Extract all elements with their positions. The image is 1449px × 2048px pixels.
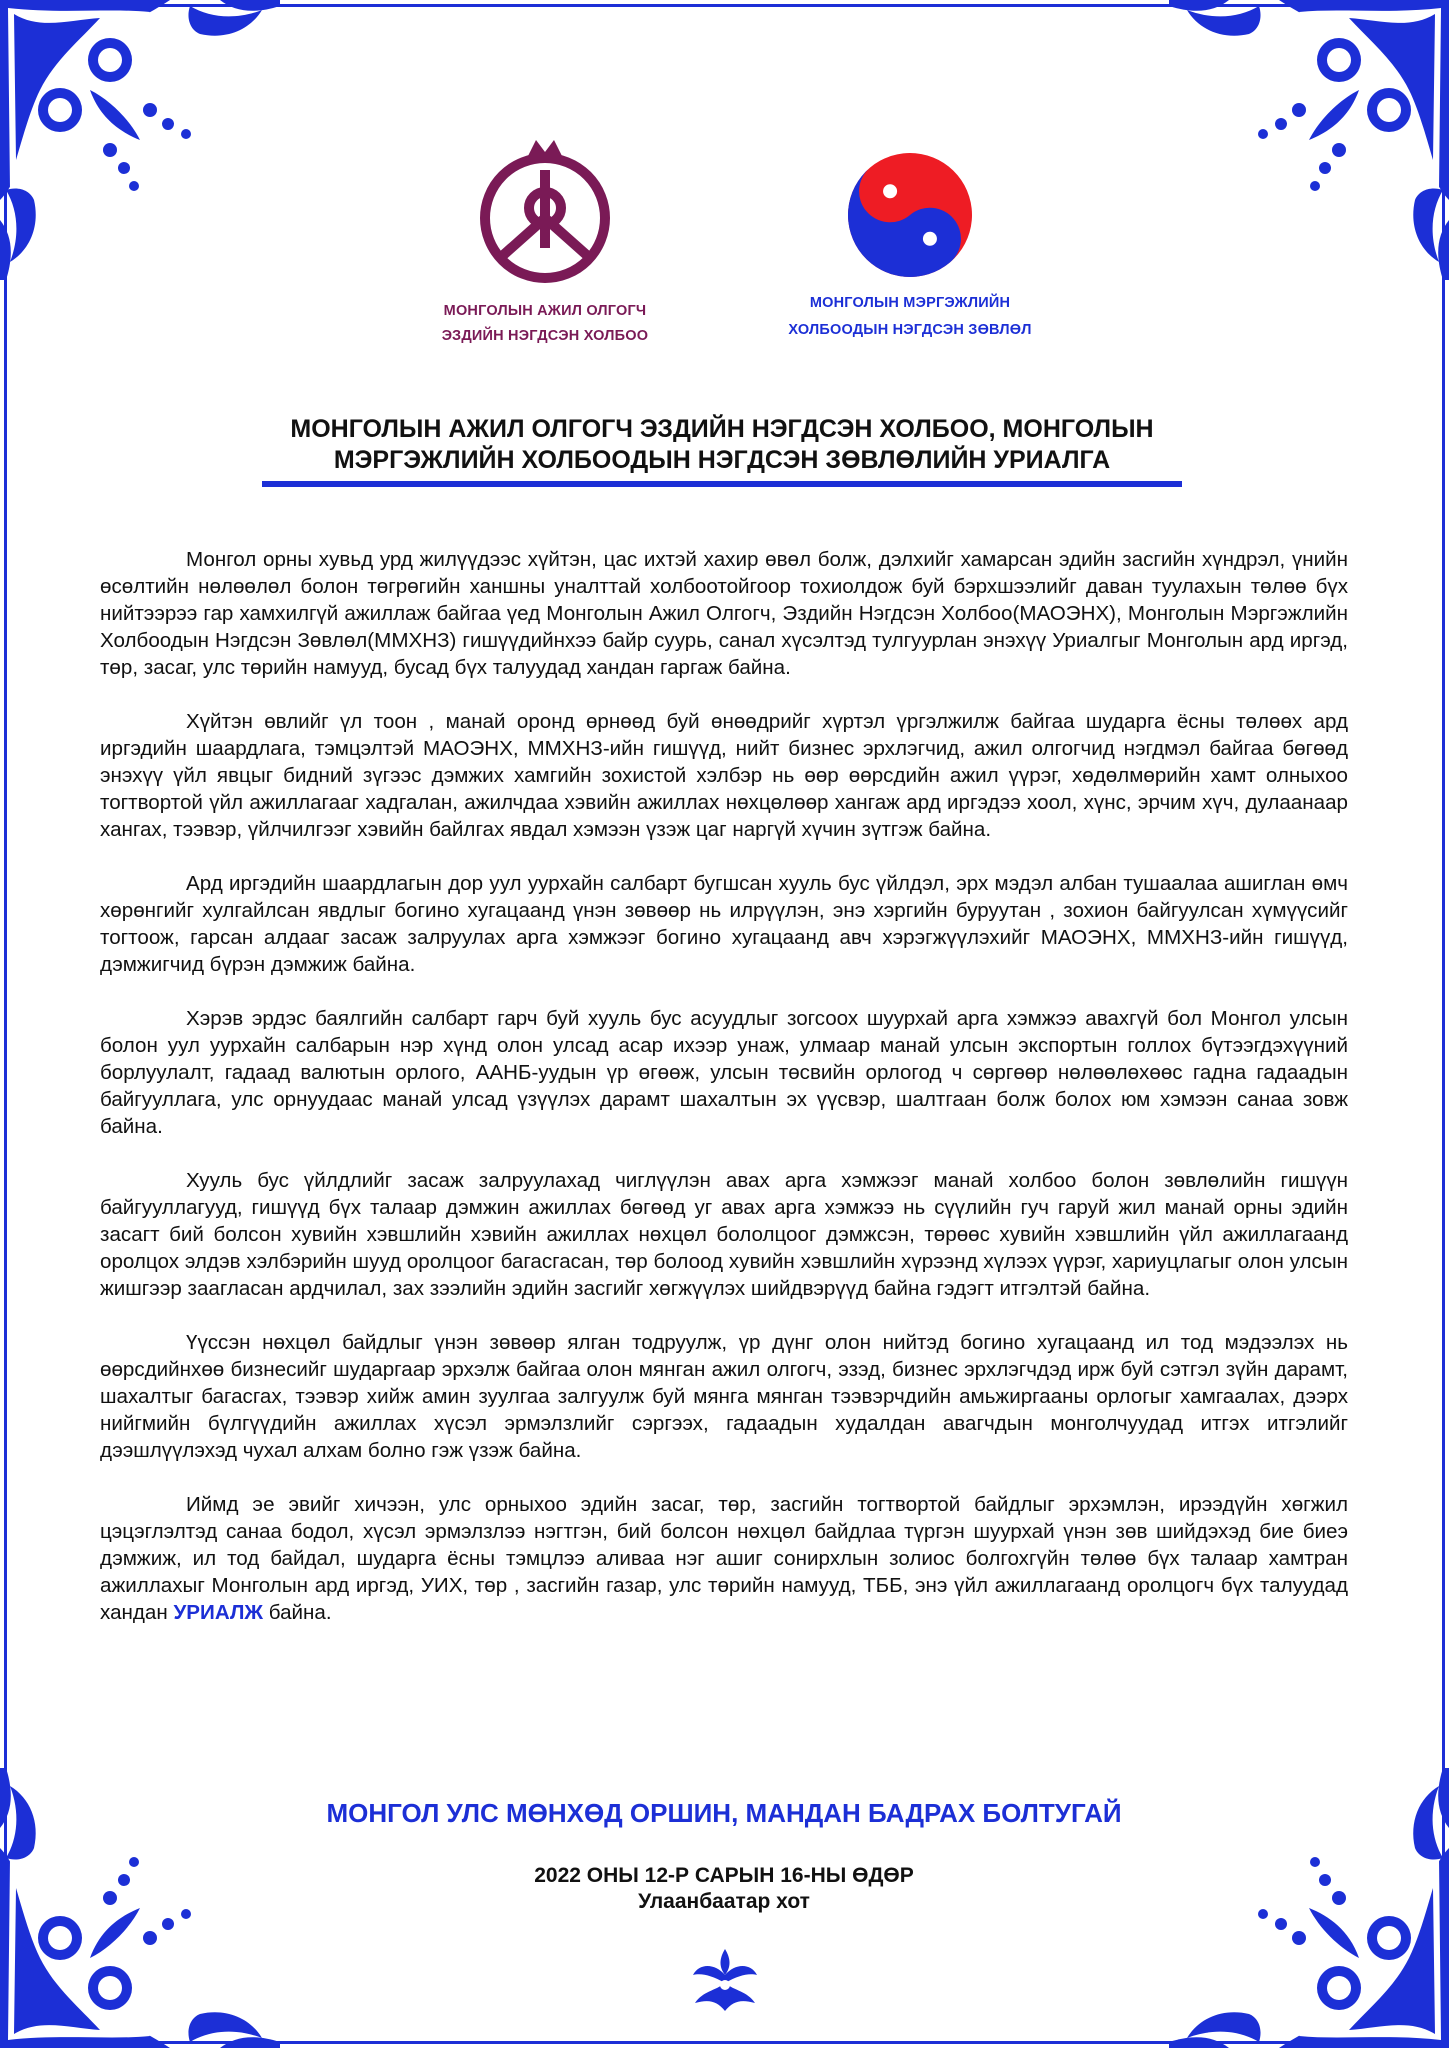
- ornament-corner-icon: [1149, 0, 1449, 300]
- paragraph-1: Монгол орны хувьд урд жилүүдээс хүйтэн, цас ихтэй хахир өвөл болж, дэлхийг хамарсан эдийн засгийн хүндрэл, үнийн өсөлтийн нөлөөлөл болон төгрөгийн ханшны уналттай холбоотойгоор тохиолдож буй бэрхшээлийг даван туулахын төлөө бүх нийтээрээ гар хамхилгүй ажиллаж байгаа үед Монголын Ажил Олгогч, Эздийн Нэгдсэн Холбоо(МАОЭНХ), Монголын Мэргэжлийн Холбоодын Нэгдсэн Зөвлөл(ММХНЗ) гишүүдийнхээ байр суурь, санал хүсэлтэд тулгуурлан энэхүү Уриалгыг Монголын ард иргэд, төр, засаг, улс төрийн намууд, бусад бүх талуудад хандан гаргаж байна.: [100, 548, 1348, 679]
- yin-yang-icon: [840, 150, 980, 280]
- paragraph-7: [100, 1491, 1348, 1626]
- paragraph-7-text: Иймд эе эвийг хичээн, улс орныхоо эдийн засаг, төр, засгийн тогтвортой байдлыг эрхэмлэн, ирээдүйн хөгжил цэцэглэлтэд санаа бодол, хүсэл эрмэлзлээ нэгтгэн, бий болсон нөхцөл байдлаа түргэн шуурхай үнэн зөв шийдэхэд бие биеэ дэмжиж, ил тод байдал, шударга ёсны тэмцлээ аливаа нэг ашиг сонирхлын золиос болгохгүйн төлөө бүх талаар хамтран ажиллахыг Монголын ард иргэд, УИХ, төр , засгийн газар, улс төрийн намууд, ТББ, энэ үйл ажиллагаанд оролцогч бүх талуудад хандан: [100, 1493, 1348, 1624]
- national-slogan: МОНГОЛ УЛС МӨНХӨД ОРШИН, МАНДАН БАДРАХ БОЛТУГАЙ: [326, 1798, 1122, 1828]
- employers-federation-emblem-icon: [470, 130, 620, 290]
- paragraph-6: Үүссэн нөхцөл байдлыг үнэн зөвөөр ялган тодруулж, үр дүнг олон нийтэд богино хугацаанд ил тод мэдээлэх нь өөрсдийнхөө бизнесийг шударгаар эрхэлж байгаа олон мянган ажил олгогч, эзэд, бизнес эрхлэгчдэд ирж буй сэтгэл зүйн дарамт, шахалтыг багасгах, тээвэр хийж амин зуулгаа залгуулж буй мянга мянган тээвэрчдийн амьжиргааны орлогыг хамгаалах, дээрх нийгмийн бүлгүүдийн ажиллах хүсэл эрмэлзлийг сэргээх, гадаадын худалдан авагчдын монголчуудад итгэх итгэлийг дээшлүүлэхэд чухал алхам болно гэж үзэж байна.: [100, 1331, 1348, 1462]
- document-title: [262, 414, 1182, 476]
- paragraph-5: Хууль бус үйлдлийг засаж залруулахад чиглүүлэн авах арга хэмжээг манай холбоо болон зөвлөлийн гишүүн байгууллагууд, гишүүд бүх талаар дэмжин ажиллах бөгөөд уг авах арга хэмжээ нь сүүлийн гуч гаруй жил манай орны эдийн засагт бий болсон хувийн хэвшлийн хэвийн ажиллах нөхцөл бололцоог дэмжсэн, төрөөс хувийн хэвшлийн үйл ажиллагаанд оролцох элдэв хэлбэрийн шууд оролцоог багасгасан, төр болоод хувийн хэвшлийн хүрээнд хүлээх үүрэг, хариуцлагыг олон улсын жишгээр заагласан ардчилал, зах зээлийн эдийн засгийг хөгжүүлэх шийдвэрүүд байна гэдэгт итгэлтэй байна.: [100, 1169, 1348, 1300]
- paragraph-4: Хэрэв эрдэс баялгийн салбарт гарч буй хууль бус асуудлыг зогсоох шуурхай арга хэмжээ авахгүй бол Монгол улсын болон уул уурхайн салбарын нэр хүнд олон улсад асар ихээр унаж, улмаар манай улсын экспортын голлох бүтээгдэхүүний борлуулалт, гадаад валютын орлого, ААНБ-уудын үр өгөөж, улсын төсвийн орлогод ч сөргөөр нөлөөлөхөөс гадна гадаадын байгууллага, улс орнуудаас манай улсад үзүүлэх дарамт шахалтын эх үүсвэр, шалтгаан болж болох юм хэмээн санаа зовж байна.: [100, 1007, 1348, 1138]
- professional-council-name-line1: МОНГОЛЫН МЭРГЭЖЛИЙН: [809, 295, 1011, 311]
- document-place: Улаанбаатар хот: [638, 1890, 810, 1913]
- employers-federation-name-line2: ЭЗДИЙН НЭГДСЭН ХОЛБОО: [441, 328, 649, 344]
- document-title-line1: МОНГОЛЫН АЖИЛ ОЛГОГЧ ЭЗДИЙН НЭГДСЭН ХОЛБОО, МОНГОЛЫН: [290, 415, 1154, 443]
- ornament-corner-icon: [0, 0, 300, 300]
- paragraph-3: Ард иргэдийн шаардлагын дор уул уурхайн салбарт бугшсан хууль бус үйлдэл, эрх мэдэл албан тушаалаа ашиглан өмч хөрөнгийг хулгайлсан явдлыг богино хугацаанд үнэн зөвөөр нь илрүүлэн, энэ хэргийн буруутан , зохион байгуулсан хүмүүсийг тогтоож, гарсан алдааг засаж залруулах арга хэмжээг богино хугацаанд авч хэрэгжүүлэхийг МАОЭНХ, ММХНЗ-ийн гишүүд, дэмжигчид бүрэн дэмжиж байна.: [100, 872, 1348, 976]
- professional-council-name-line2: ХОЛБООДЫН НЭГДСЭН ЗӨВЛӨЛ: [788, 322, 1032, 338]
- appeal-body: [100, 546, 1348, 1626]
- paragraph-7-ending: байна.: [268, 1601, 332, 1624]
- document-date: 2022 ОНЫ 12-Р САРЫН 16-НЫ ӨДӨР: [534, 1864, 914, 1887]
- ornament-bottom-icon: [685, 1945, 765, 2015]
- paragraph-2: Хүйтэн өвлийг үл тоон , манай оронд өрнөөд буй өнөөдрийг хүртэл үргэлжилж байгаа шударга ёсны төлөөх ард иргэдийн шаардлага, тэмцэлтэй МАОЭНХ, ММХНЗ-ийн гишүүд, нийт бизнес эрхлэгчид, ажил олгогчид нэгдмэл байгаа бөгөөд энэхүү үйл явцыг бидний зүгээс дэмжих хамгийн зохистой хэлбэр нь өөр өөрсдийн ажил үүрэг, хөдөлмөрийн хамт олныхоо тогтвортой үйл ажиллагааг хадгалан, ажилчдаа хэвийн ажиллах нөхцөлөөр хангаж ард иргэдээ хоол, хүнс, эрчим хүч, дулаанаар хангах, тээвэр, үйлчилгээг хэвийн байлгах явдал хэмээн үзэж цаг наргүй хүчин зүтгэж байна.: [100, 710, 1348, 841]
- employers-federation-name-line1: МОНГОЛЫН АЖИЛ ОЛГОГЧ: [443, 303, 647, 319]
- employers-federation-logo: [400, 130, 690, 345]
- professional-council-logo: [760, 150, 1060, 339]
- document-title-line2: МЭРГЭЖЛИЙН ХОЛБООДЫН НЭГДСЭН ЗӨВЛӨЛИЙН УРИАЛГА: [333, 446, 1111, 474]
- title-underline: [262, 481, 1182, 487]
- appeal-keyword: УРИАЛЖ: [173, 1601, 264, 1624]
